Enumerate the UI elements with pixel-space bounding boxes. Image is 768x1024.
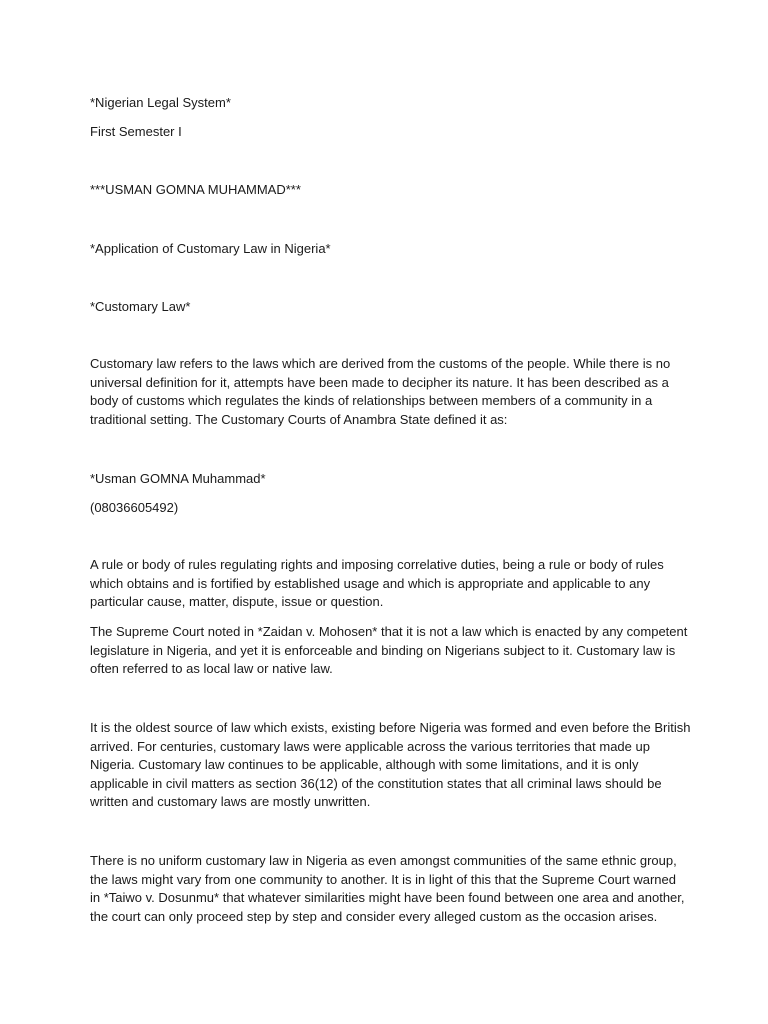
paragraph-line: There is no uniform customary law in Nigeria as even amongst communities of the same ethnic group, [90,853,677,868]
paragraph-line: applicable in civil matters as section 36(12) of the constitution states that all criminal laws should be [90,775,662,791]
paragraph-rule-definition [90,556,682,612]
paragraph-line: A rule or body of rules regulating rights and imposing correlative duties, being a rule or body of rules [90,557,664,572]
paragraph-line: body of customs which regulates the kinds of relationships between members of a community in a [90,393,653,409]
paragraph-no-uniform-law [90,852,685,926]
paragraph-line: the court can only proceed step by step and consider every alleged custom as the occasion arises. [90,908,658,924]
paragraph-line: written and customary laws are mostly unwritten. [90,794,371,810]
paragraph-line: Customary law refers to the laws which are derived from the customs of the people. While there is no [90,356,671,371]
paragraph-supreme-court-zaidan [90,623,688,679]
section-heading: *Customary Law* [90,299,191,314]
course-title: *Nigerian Legal System* [90,95,231,110]
topic-heading: *Application of Customary Law in Nigeria* [90,241,331,256]
semester-label: First Semester I [90,124,182,139]
paragraph-oldest-source [90,719,691,812]
paragraph-line: the laws might vary from one community to another. It is in light of this that the Supreme Court warned [90,871,676,887]
paragraph-line: traditional setting. The Customary Courts of Anambra State defined it as: [90,411,508,427]
author-heading: ***USMAN GOMNA MUHAMMAD*** [90,182,301,197]
paragraph-line: legislature in Nigeria, and yet it is enforceable and binding on Nigerians subject to it. Customary law is [90,642,676,658]
paragraph-line: It is the oldest source of law which exists, existing before Nigeria was formed and even before the British [90,720,691,735]
paragraph-line: particular cause, matter, dispute, issue or question. [90,594,384,610]
paragraph-line: often referred to as local law or native law. [90,661,333,677]
author-phone: (08036605492) [90,500,179,515]
paragraph-line: universal definition for it, attempts have been made to decipher its nature. It has been described as a [90,374,669,390]
author-name: *Usman GOMNA Muhammad* [90,471,266,486]
paragraph-line: The Supreme Court noted in *Zaidan v. Mohosen* that it is not a law which is enacted by any competent [90,624,688,639]
paragraph-line: arrived. For centuries, customary laws were applicable across the various territories that made up [90,738,650,754]
paragraph-line: which obtains and is fortified by established usage and which is appropriate and applicable to any [90,575,651,591]
paragraph-line: Nigeria. Customary law continues to be applicable, although with some limitations, and it is only [90,757,639,773]
paragraph-customary-law-definition [90,355,682,429]
paragraph-line: in *Taiwo v. Dosunmu* that whatever similarities might have been found between one area and another, [90,890,685,906]
